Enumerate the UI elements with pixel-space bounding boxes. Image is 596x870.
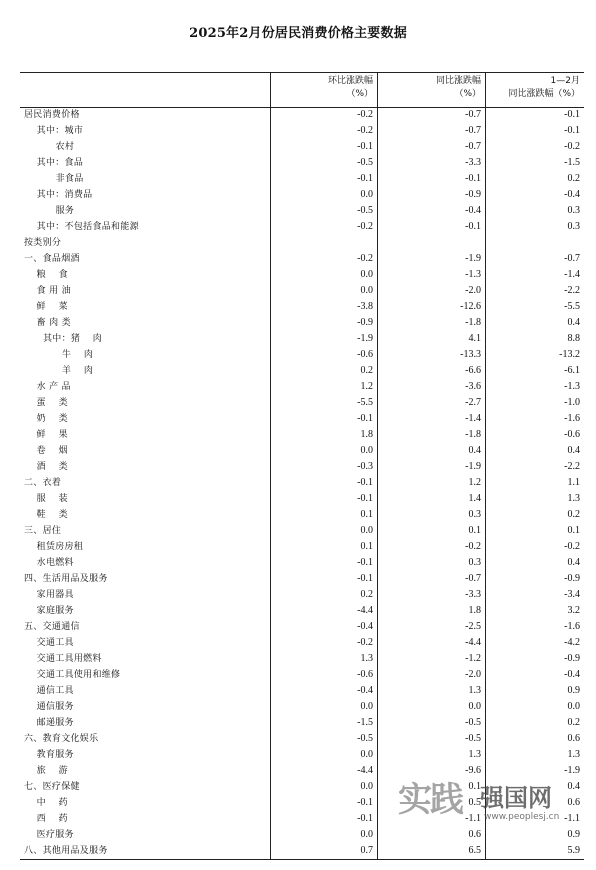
row-ytd-value: 0.2 [567,509,580,520]
row-ytd-value: 0.6 [567,733,580,744]
row-mom-value: -0.4 [357,621,373,632]
row-mom-value: -0.1 [357,493,373,504]
row-ytd-value: -1.5 [564,157,580,168]
table-row [20,843,584,859]
row-ytd-value: -4.2 [564,637,580,648]
row-yoy-value: -1.1 [465,813,481,824]
table-row [20,475,584,491]
row-ytd-value: -0.1 [564,109,580,120]
row-ytd-value: 0.4 [567,781,580,792]
table-row [20,651,584,667]
table-row [20,795,584,811]
row-label: 交通工具用燃料 [24,654,102,664]
table-row [20,379,584,395]
row-label: 八、其他用品及服务 [24,846,108,856]
row-ytd-value: 0.4 [567,317,580,328]
header-ytd-line2: 同比涨跌幅（%） [508,89,580,99]
row-label: 西 药 [24,814,68,824]
row-ytd-value: 1.3 [567,749,580,760]
row-mom-value: -0.4 [357,685,373,696]
row-yoy-value: 1.3 [468,749,481,760]
table-row [20,283,584,299]
row-ytd-value: 0.4 [567,557,580,568]
row-label: 七、医疗保健 [24,782,80,792]
row-label: 鞋 类 [24,510,68,520]
row-ytd-value: 8.8 [567,333,580,344]
row-mom-value: -4.4 [357,605,373,616]
watermark-url: www.peoplesj.cn [484,812,560,822]
row-ytd-value: -3.4 [564,589,580,600]
row-mom-value: -0.5 [357,157,373,168]
row-mom-value: 0.0 [360,749,373,760]
row-yoy-value: -3.3 [465,157,481,168]
row-yoy-value: -1.9 [465,461,481,472]
row-label: 水 产 品 [24,382,71,392]
table-row [20,619,584,635]
header-yoy [377,73,485,107]
row-yoy-value: 0.1 [468,525,481,536]
row-label: 三、居住 [24,526,62,536]
row-ytd-value: -0.2 [564,541,580,552]
row-yoy-value: -0.1 [465,221,481,232]
table-row [20,363,584,379]
row-yoy-value: 1.4 [468,493,481,504]
row-ytd-value: -13.2 [559,349,580,360]
row-ytd-value: 0.0 [567,701,580,712]
row-yoy-value: 1.3 [468,685,481,696]
header-yoy-line1: 同比涨跌幅 [435,76,481,86]
row-label: 牛 肉 [24,350,94,360]
row-yoy-value: -1.3 [465,269,481,280]
row-ytd-value: 5.9 [567,845,580,856]
row-yoy-value: -6.6 [465,365,481,376]
row-ytd-value: -0.4 [564,189,580,200]
row-yoy-value: -0.5 [465,717,481,728]
row-mom-value: -0.2 [357,253,373,264]
row-label: 食 用 油 [24,286,71,296]
table-row [20,603,584,619]
row-ytd-value: -0.9 [564,653,580,664]
row-mom-value: -0.5 [357,205,373,216]
row-yoy-value: -4.4 [465,637,481,648]
row-label: 非食品 [24,174,84,184]
row-mom-value: 0.0 [360,525,373,536]
row-yoy-value: 6.5 [468,845,481,856]
row-label: 其中：不包括食品和能源 [24,222,139,232]
row-mom-value: -1.9 [357,333,373,344]
row-label: 通信工具 [24,686,74,696]
table-row [20,715,584,731]
row-mom-value: -0.1 [357,477,373,488]
row-ytd-value: 0.9 [567,829,580,840]
table-row [20,107,584,123]
row-yoy-value: -0.4 [465,205,481,216]
header-mom-line1: 环比涨跌幅 [327,76,373,86]
table-row [20,491,584,507]
row-ytd-value: -0.9 [564,573,580,584]
row-ytd-value: 0.2 [567,717,580,728]
row-mom-value: -0.9 [357,317,373,328]
row-ytd-value: 0.9 [567,685,580,696]
table-row [20,635,584,651]
row-label: 教育服务 [24,750,74,760]
table-row [20,731,584,747]
row-ytd-value: -6.1 [564,365,580,376]
row-yoy-value: -2.0 [465,285,481,296]
row-mom-value: -5.5 [357,397,373,408]
row-ytd-value: -0.6 [564,429,580,440]
page-title: 2025年2月份居民消费价格主要数据 [189,26,407,41]
row-mom-value: -0.1 [357,557,373,568]
header-ytd [485,73,584,107]
table-row [20,683,584,699]
row-mom-value: -0.6 [357,669,373,680]
row-ytd-value: 0.2 [567,173,580,184]
row-yoy-value: -0.2 [465,541,481,552]
row-label: 居民消费价格 [24,110,80,120]
header-ytd-line1: 1—2月 [550,76,580,86]
row-label: 一、食品烟酒 [24,254,80,264]
row-yoy-value: -0.9 [465,189,481,200]
row-ytd-value: -1.1 [564,813,580,824]
table-row [20,123,584,139]
row-mom-value: -0.3 [357,461,373,472]
table-row [20,347,584,363]
row-yoy-value: -2.7 [465,397,481,408]
table-row [20,667,584,683]
row-label: 通信服务 [24,702,74,712]
row-label: 水电燃料 [24,558,74,568]
row-yoy-value: -1.8 [465,317,481,328]
row-label: 四、生活用品及服务 [24,574,108,584]
row-yoy-value: -0.7 [465,109,481,120]
row-yoy-value: -3.3 [465,589,481,600]
row-ytd-value: -2.2 [564,461,580,472]
row-ytd-value: -2.2 [564,285,580,296]
row-label: 酒 类 [24,462,68,472]
row-label: 服 装 [24,494,68,504]
header-mom-line2: （%） [346,89,373,99]
row-mom-value: 0.2 [360,589,373,600]
table-row [20,427,584,443]
watermark-brush-text: 实践 [398,780,462,820]
row-yoy-value: -2.0 [465,669,481,680]
row-label: 其中：猪 肉 [24,334,103,344]
row-mom-value: -0.2 [357,637,373,648]
table-row [20,571,584,587]
row-label: 五、交通通信 [24,622,80,632]
row-mom-value: -0.5 [357,733,373,744]
table-row [20,315,584,331]
row-ytd-value: -0.1 [564,125,580,136]
row-yoy-value: -1.4 [465,413,481,424]
row-label: 奶 类 [24,414,68,424]
row-label: 按类别分 [24,238,62,248]
row-ytd-value: 3.2 [567,605,580,616]
table-row [20,235,584,251]
row-yoy-value: -1.8 [465,429,481,440]
row-mom-value: 0.0 [360,445,373,456]
row-mom-value: -0.1 [357,413,373,424]
table-row [20,747,584,763]
header-mom [270,73,377,107]
row-label: 租赁房房租 [24,542,84,552]
row-yoy-value: -0.7 [465,573,481,584]
row-yoy-value: 0.5 [468,797,481,808]
row-label: 其中：食品 [24,158,84,168]
row-mom-value: 0.1 [360,509,373,520]
row-label: 蛋 类 [24,398,68,408]
row-label: 家用器具 [24,590,74,600]
table-row [20,443,584,459]
table-row [20,251,584,267]
table-row [20,187,584,203]
row-yoy-value: 0.4 [468,445,481,456]
row-mom-value: -1.5 [357,717,373,728]
row-ytd-value: -5.5 [564,301,580,312]
row-mom-value: -0.1 [357,173,373,184]
table-row [20,523,584,539]
row-mom-value: 0.0 [360,189,373,200]
row-yoy-value: 1.2 [468,477,481,488]
table-row [20,155,584,171]
row-yoy-value: -0.7 [465,125,481,136]
row-ytd-value: 1.3 [567,493,580,504]
row-ytd-value: -0.2 [564,141,580,152]
watermark-site-name: 强国网 [480,784,552,812]
row-mom-value: 1.8 [360,429,373,440]
table-row [20,699,584,715]
table-row [20,587,584,603]
row-yoy-value: -0.7 [465,141,481,152]
row-mom-value: 0.0 [360,829,373,840]
row-label: 邮递服务 [24,718,74,728]
row-label: 其中：城市 [24,126,84,136]
row-ytd-value: -1.6 [564,413,580,424]
row-mom-value: 0.2 [360,365,373,376]
table-row [20,827,584,843]
row-label: 粮 食 [24,270,68,280]
row-label: 其中：消费品 [24,190,93,200]
header-yoy-line2: （%） [454,89,481,99]
row-yoy-value: 0.0 [468,701,481,712]
row-label: 农村 [24,142,75,152]
row-ytd-value: 0.1 [567,525,580,536]
table-row [20,171,584,187]
row-yoy-value: 4.1 [468,333,481,344]
row-ytd-value: 0.6 [567,797,580,808]
table-row [20,395,584,411]
row-ytd-value: -1.3 [564,381,580,392]
row-yoy-value: 0.3 [468,557,481,568]
row-mom-value: -4.4 [357,765,373,776]
row-ytd-value: 0.4 [567,445,580,456]
row-label: 交通工具使用和维修 [24,670,121,680]
row-label: 羊 肉 [24,366,94,376]
row-yoy-value: -2.5 [465,621,481,632]
row-ytd-value: -0.4 [564,669,580,680]
row-label: 六、教育文化娱乐 [24,734,99,744]
table-row [20,539,584,555]
table-row [20,299,584,315]
row-yoy-value: -9.6 [465,765,481,776]
row-ytd-value: 0.3 [567,205,580,216]
row-mom-value: 0.1 [360,541,373,552]
row-yoy-value: -3.6 [465,381,481,392]
row-mom-value: 0.7 [360,845,373,856]
row-yoy-value: -1.9 [465,253,481,264]
row-mom-value: -0.1 [357,141,373,152]
row-label: 医疗服务 [24,830,74,840]
row-ytd-value: 1.1 [567,477,580,488]
table-row [20,203,584,219]
row-mom-value: 1.3 [360,653,373,664]
row-label: 卷 烟 [24,446,68,456]
row-label: 家庭服务 [24,606,74,616]
row-ytd-value: -1.6 [564,621,580,632]
row-label: 鲜 果 [24,430,68,440]
row-yoy-value: -12.6 [460,301,481,312]
table-row [20,411,584,427]
table-row [20,763,584,779]
row-mom-value: -0.1 [357,813,373,824]
table-row [20,459,584,475]
row-mom-value: -0.2 [357,109,373,120]
row-yoy-value: -0.1 [465,173,481,184]
table-row [20,219,584,235]
row-label: 二、衣着 [24,478,62,488]
table-row [20,811,584,827]
row-mom-value: 0.0 [360,781,373,792]
table-bottom-rule [20,859,584,860]
row-ytd-value: -0.7 [564,253,580,264]
row-label: 畜 肉 类 [24,318,71,328]
row-yoy-value: 0.1 [468,781,481,792]
row-mom-value: 0.0 [360,701,373,712]
row-mom-value: -0.6 [357,349,373,360]
row-label: 旅 游 [24,766,68,776]
row-label: 中 药 [24,798,68,808]
row-yoy-value: -1.2 [465,653,481,664]
table-header-row [20,73,584,108]
row-ytd-value: -1.0 [564,397,580,408]
table-row [20,267,584,283]
table-body [20,107,584,859]
row-ytd-value: 0.3 [567,221,580,232]
row-mom-value: 0.0 [360,269,373,280]
row-yoy-value: 0.6 [468,829,481,840]
row-mom-value: 1.2 [360,381,373,392]
row-mom-value: -0.2 [357,221,373,232]
row-mom-value: -0.1 [357,797,373,808]
row-ytd-value: -1.9 [564,765,580,776]
row-mom-value: -0.2 [357,125,373,136]
table-row [20,139,584,155]
row-label: 鲜 菜 [24,302,68,312]
row-mom-value: 0.0 [360,285,373,296]
table-row [20,507,584,523]
table-row [20,555,584,571]
row-ytd-value: -1.4 [564,269,580,280]
row-mom-value: -0.1 [357,573,373,584]
row-yoy-value: 1.8 [468,605,481,616]
row-label: 服务 [24,206,75,216]
row-label: 交通工具 [24,638,74,648]
row-mom-value: -3.8 [357,301,373,312]
row-yoy-value: 0.3 [468,509,481,520]
row-yoy-value: -13.3 [460,349,481,360]
table-row [20,779,584,795]
row-yoy-value: -0.5 [465,733,481,744]
table-row [20,331,584,347]
